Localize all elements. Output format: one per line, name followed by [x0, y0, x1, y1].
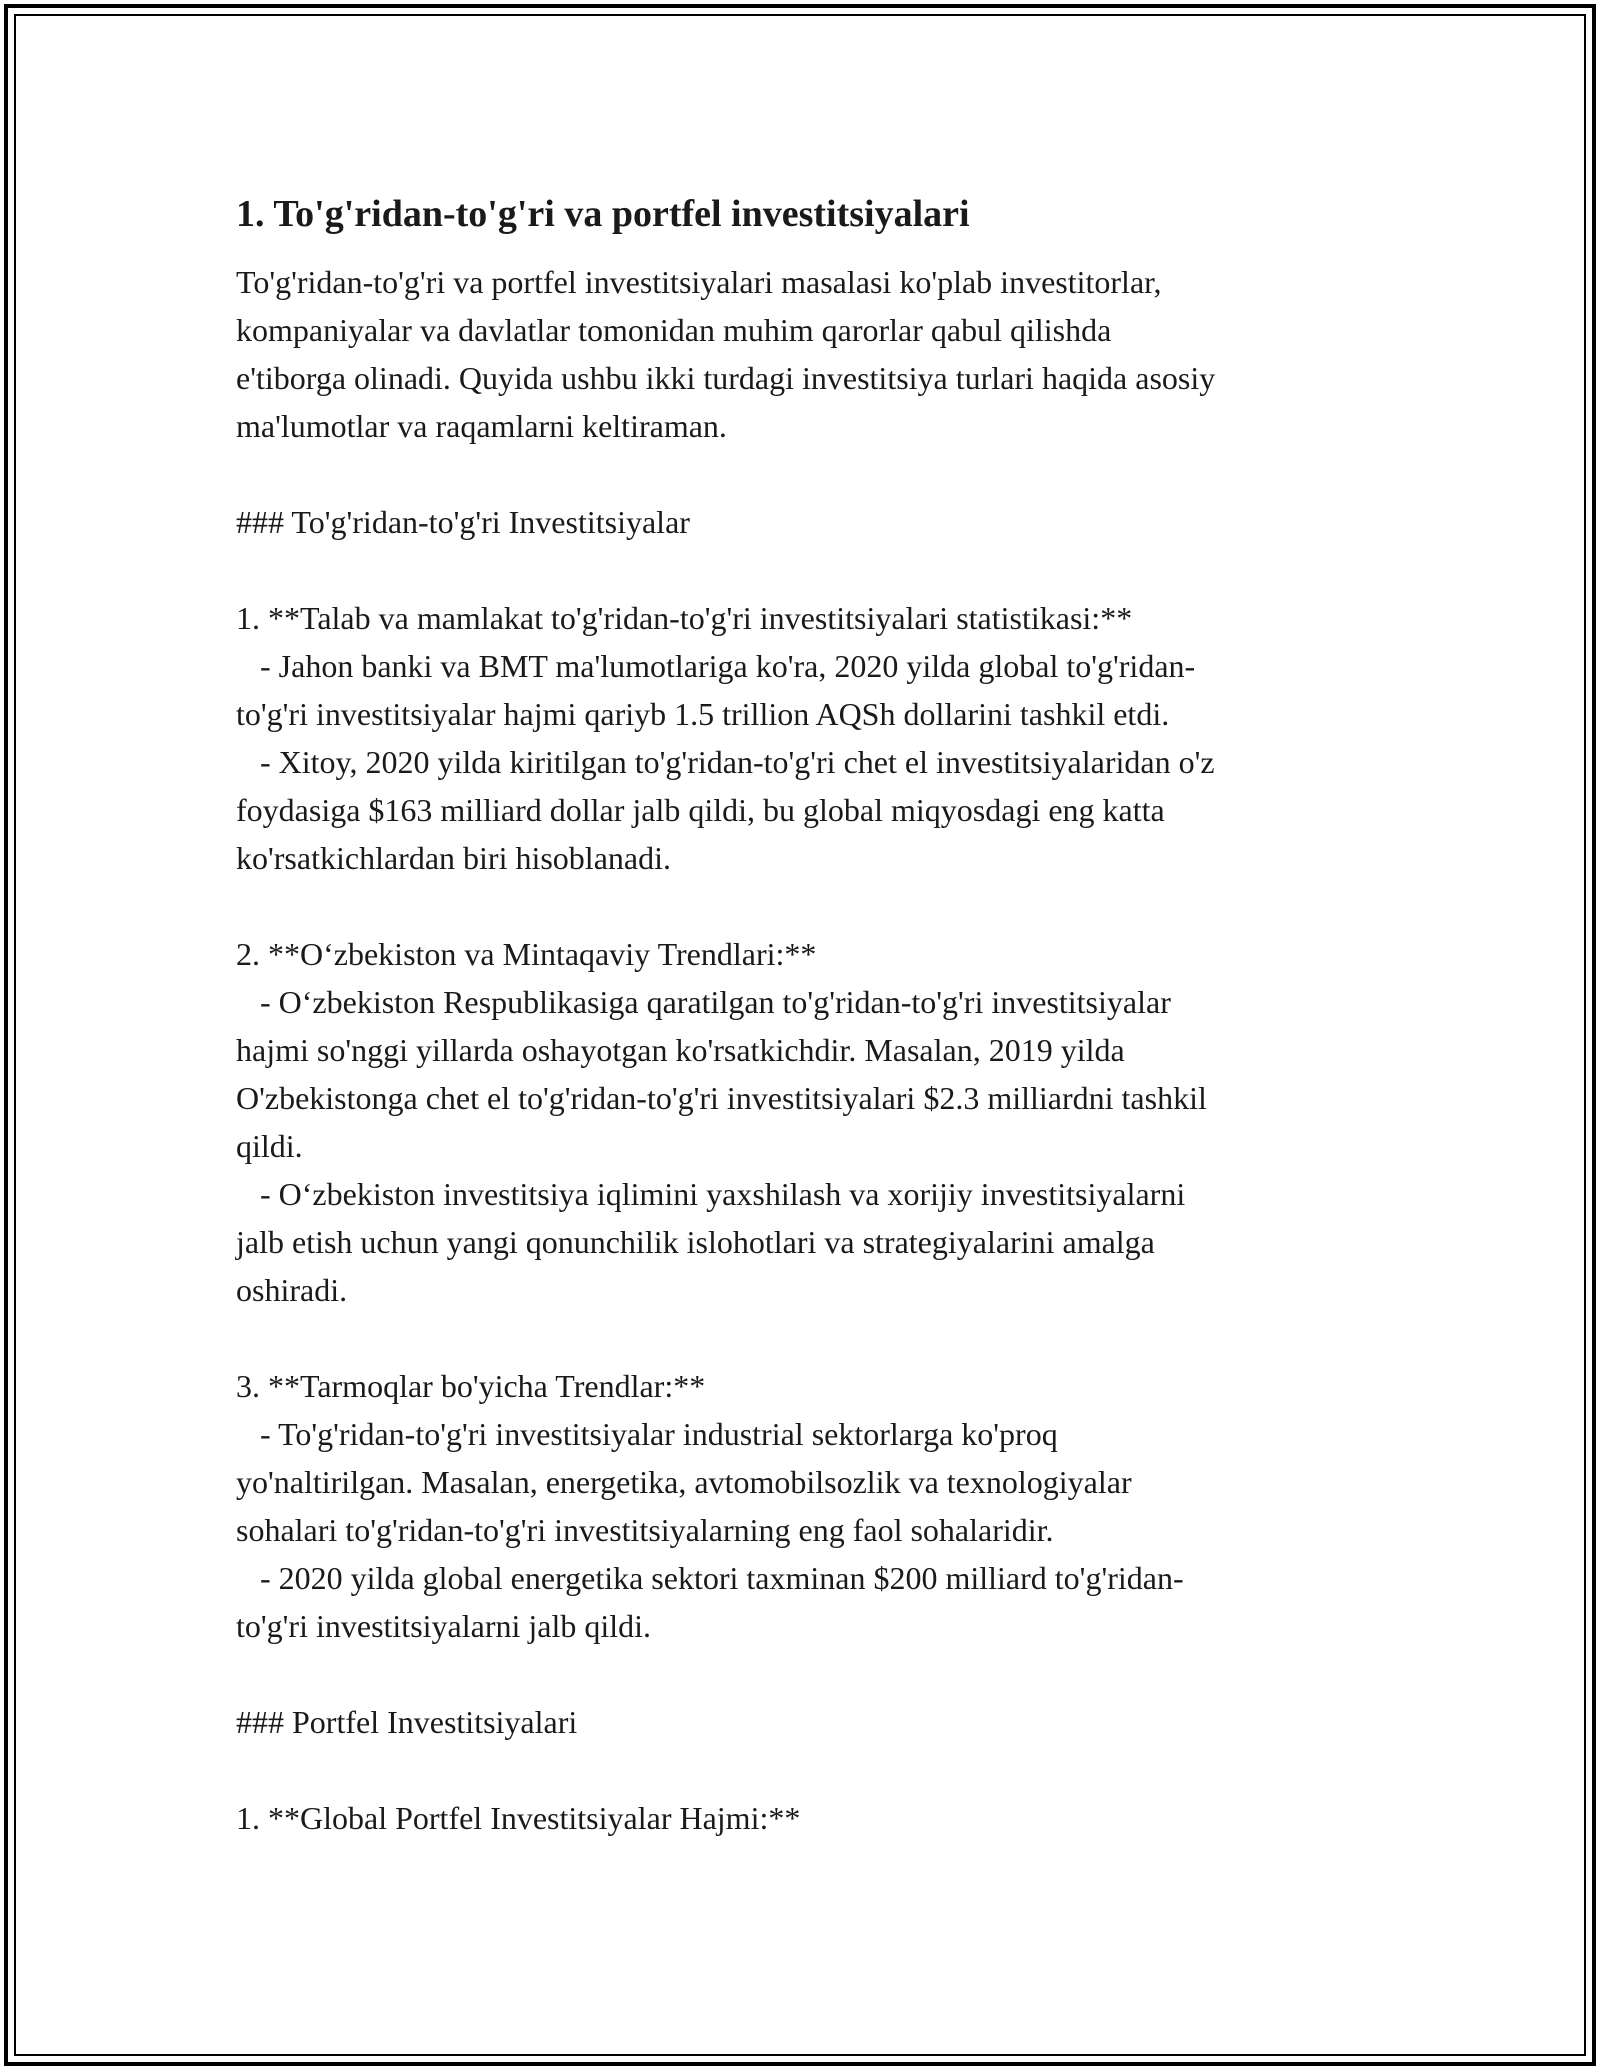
list-item-line: 2. **O‘zbekiston va Mintaqaviy Trendlari:** — [236, 936, 817, 972]
list-item-line: - O‘zbekiston investitsiya iqlimini yaxshilash va xorijiy investitsiyalarni — [236, 1176, 1186, 1212]
list-item-3 — [236, 1362, 1386, 1650]
list-item-line: to'g'ri investitsiyalar hajmi qariyb 1.5 trillion AQSh dollarini tashkil etdi. — [236, 696, 1170, 732]
list-item-line: 3. **Tarmoqlar bo'yicha Trendlar:** — [236, 1368, 706, 1404]
list-item-line: - Jahon banki va BMT ma'lumotlariga ko'ra, 2020 yilda global to'g'ridan- — [236, 648, 1196, 684]
list-item-line: 1. **Talab va mamlakat to'g'ridan-to'g'ri investitsiyalari statistikasi:** — [236, 600, 1133, 636]
list-item-line: - To'g'ridan-to'g'ri investitsiyalar industrial sektorlarga ko'proq — [236, 1416, 1058, 1452]
list-item-line: 1. **Global Portfel Investitsiyalar Hajmi:** — [236, 1800, 801, 1836]
list-item-line: - O‘zbekiston Respublikasiga qaratilgan to'g'ridan-to'g'ri investitsiyalar — [236, 984, 1171, 1020]
blank-line — [236, 546, 1386, 594]
list-item-line: sohalari to'g'ridan-to'g'ri investitsiyalarning eng faol sohalaridir. — [236, 1512, 1054, 1548]
blank-line — [236, 450, 1386, 498]
intro-line: To'g'ridan-to'g'ri va portfel investitsiyalari masalasi ko'plab investitorlar, — [236, 264, 1162, 300]
list-item-line: oshiradi. — [236, 1272, 348, 1308]
document-title: 1. To'g'ridan-to'g'ri va portfel investitsiyalari — [236, 193, 970, 235]
list-item-line: qildi. — [236, 1128, 303, 1164]
list-item-line: foydasiga $163 milliard dollar jalb qildi, bu global miqyosdagi eng katta — [236, 792, 1165, 828]
list-item-line: to'g'ri investitsiyalarni jalb qildi. — [236, 1608, 652, 1644]
blank-line — [236, 1650, 1386, 1698]
list-item-line: O'zbekistonga chet el to'g'ridan-to'g'ri investitsiyalari $2.3 milliardni tashkil — [236, 1080, 1207, 1116]
list-item-4 — [236, 1794, 1386, 1842]
intro-line: e'tiborga olinadi. Quyida ushbu ikki turdagi investitsiya turlari haqida asosiy — [236, 360, 1216, 396]
blank-line — [236, 1314, 1386, 1362]
blank-line — [236, 1746, 1386, 1794]
list-item-line: yo'naltirilgan. Masalan, energetika, avtomobilsozlik va texnologiyalar — [236, 1464, 1132, 1500]
list-item-1 — [236, 594, 1386, 882]
document-body — [236, 190, 1386, 1842]
intro-paragraph — [236, 258, 1386, 450]
list-item-line: jalb etish uchun yangi qonunchilik islohotlari va strategiyalarini amalga — [236, 1224, 1155, 1260]
intro-line: ma'lumotlar va raqamlarni keltiraman. — [236, 408, 727, 444]
list-item-line: - 2020 yilda global energetika sektori taxminan $200 milliard to'g'ridan- — [236, 1560, 1184, 1596]
list-item-line: hajmi so'nggi yillarda oshayotgan ko'rsatkichdir. Masalan, 2019 yilda — [236, 1032, 1125, 1068]
list-item-2 — [236, 930, 1386, 1314]
list-item-line: ko'rsatkichlardan biri hisoblanadi. — [236, 840, 671, 876]
blank-line — [236, 882, 1386, 930]
intro-line: kompaniyalar va davlatlar tomonidan muhim qarorlar qabul qilishda — [236, 312, 1112, 348]
section-heading-direct: ### To'g'ridan-to'g'ri Investitsiyalar — [236, 504, 690, 540]
list-item-line: - Xitoy, 2020 yilda kiritilgan to'g'ridan-to'g'ri chet el investitsiyalaridan o'z — [236, 744, 1215, 780]
section-heading-portfolio: ### Portfel Investitsiyalari — [236, 1704, 578, 1740]
